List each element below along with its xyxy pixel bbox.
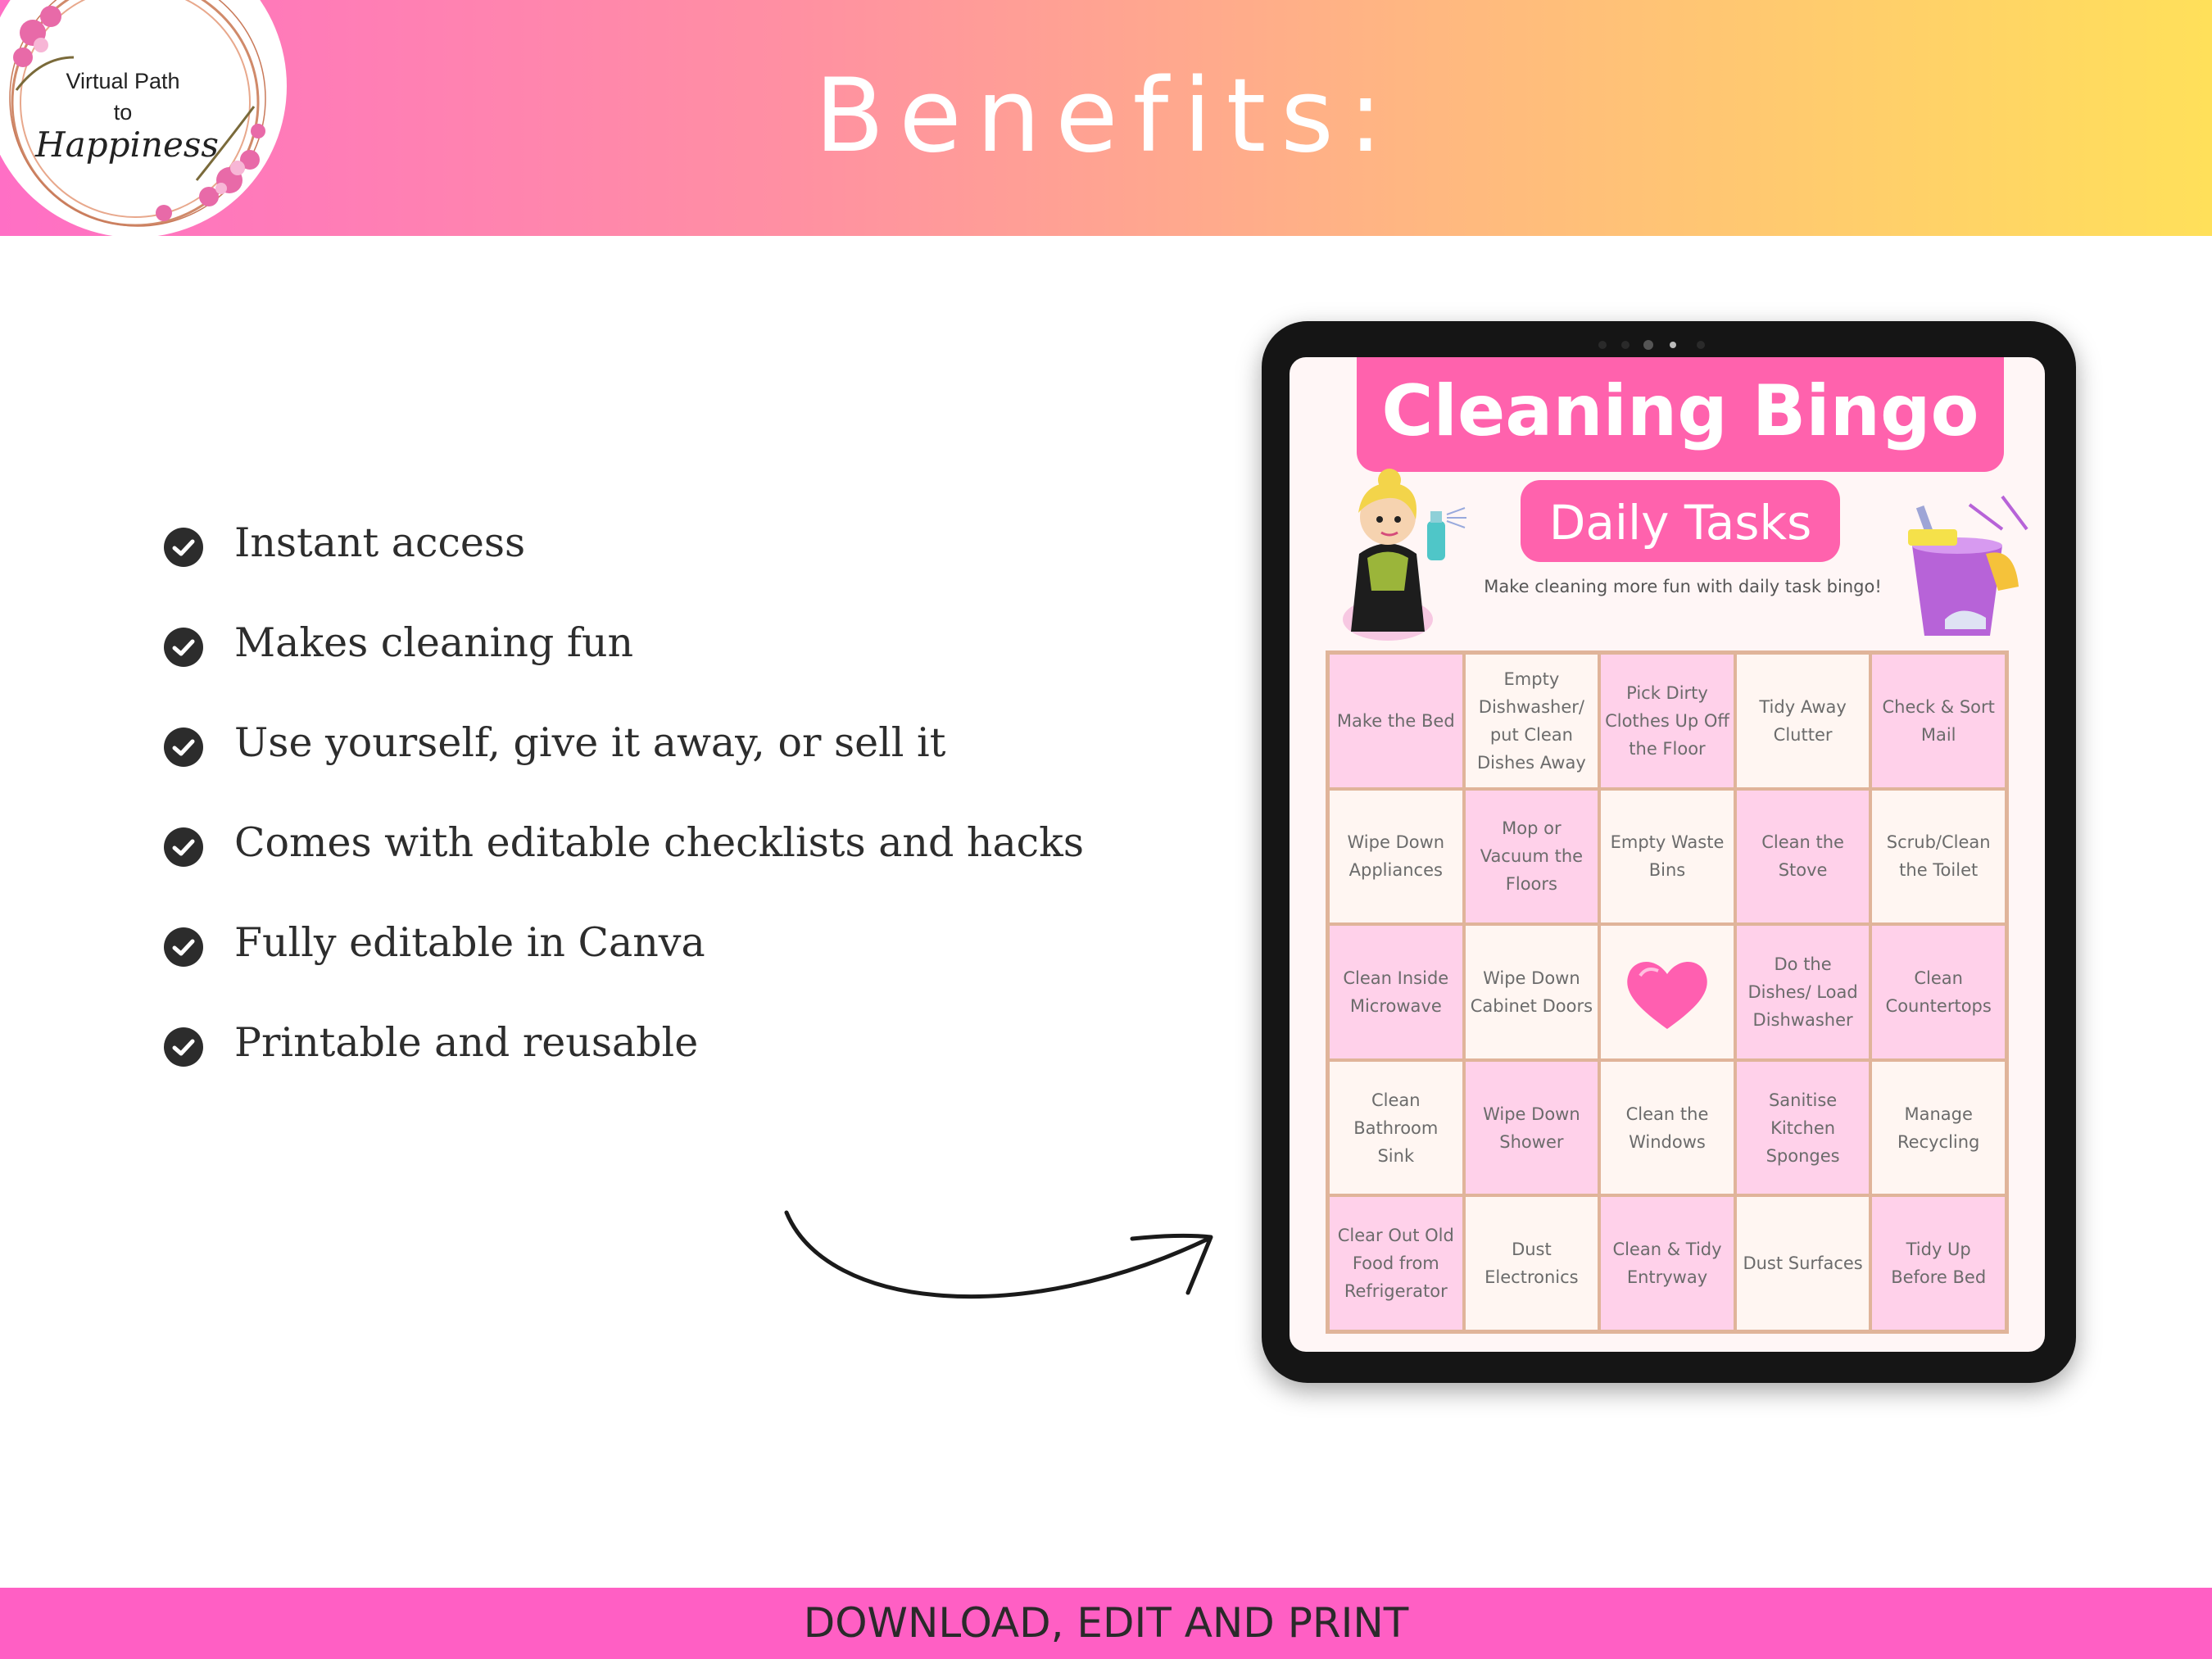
benefit-item — [164, 616, 1147, 673]
check-circle-icon — [164, 528, 203, 567]
bingo-title-banner — [1357, 357, 2004, 472]
benefit-item — [164, 816, 1147, 873]
bingo-cell[interactable]: Clean the Stove — [1735, 789, 1871, 925]
bingo-cell[interactable]: Do the Dishes/ Load Dishwasher — [1735, 924, 1871, 1060]
bingo-cell[interactable]: Wipe Down Shower — [1464, 1060, 1600, 1196]
check-circle-icon — [164, 728, 203, 767]
check-circle-icon — [164, 628, 203, 667]
bingo-tagline: Make cleaning more fun with daily task bingo! — [1484, 577, 1882, 596]
brand-logo — [0, 0, 287, 238]
logo-text-line3: Happiness — [35, 125, 219, 165]
bingo-cell[interactable]: Empty Dishwasher/ put Clean Dishes Away — [1464, 653, 1600, 789]
bingo-cell[interactable]: Tidy Away Clutter — [1735, 653, 1871, 789]
check-circle-icon — [164, 827, 203, 867]
benefit-text: Comes with editable checklists and hacks — [234, 819, 1084, 866]
benefit-item — [164, 1016, 1147, 1073]
bingo-cell[interactable]: Empty Waste Bins — [1599, 789, 1735, 925]
bingo-cell[interactable]: Clean Bathroom Sink — [1328, 1060, 1464, 1196]
header-banner — [0, 0, 2212, 236]
benefit-text: Makes cleaning fun — [234, 619, 634, 666]
bingo-cell[interactable]: Wipe Down Appliances — [1328, 789, 1464, 925]
bingo-cell[interactable]: Clean the Windows — [1599, 1060, 1735, 1196]
tablet-screen — [1290, 357, 2045, 1352]
bingo-cell[interactable]: Wipe Down Cabinet Doors — [1464, 924, 1600, 1060]
bingo-cell[interactable]: Tidy Up Before Bed — [1870, 1195, 2006, 1331]
cleaning-lady-icon — [1322, 456, 1478, 644]
bingo-cell[interactable]: Pick Dirty Clothes Up Off the Floor — [1599, 653, 1735, 789]
bingo-cell[interactable]: Make the Bed — [1328, 653, 1464, 789]
check-circle-icon — [164, 927, 203, 967]
bingo-cell[interactable]: Manage Recycling — [1870, 1060, 2006, 1196]
footer-banner — [0, 1588, 2212, 1659]
check-circle-icon — [164, 1027, 203, 1067]
bingo-cell[interactable]: Check & Sort Mail — [1870, 653, 2006, 789]
benefit-text: Fully editable in Canva — [234, 919, 705, 966]
bingo-cell[interactable]: Clean Inside Microwave — [1328, 924, 1464, 1060]
benefit-item — [164, 516, 1147, 573]
bingo-grid — [1326, 650, 2009, 1334]
bingo-cell[interactable]: Dust Electronics — [1464, 1195, 1600, 1331]
bingo-cell[interactable]: Clean Countertops — [1870, 924, 2006, 1060]
benefit-text: Instant access — [234, 519, 526, 566]
bingo-title: Cleaning Bingo — [1381, 370, 1979, 452]
logo-text-line1: Virtual Path — [66, 69, 180, 93]
benefit-item — [164, 716, 1147, 773]
logo-text-line2: to — [113, 100, 133, 125]
bingo-cell[interactable]: Mop or Vacuum the Floors — [1464, 789, 1600, 925]
curved-arrow-icon — [778, 1196, 1221, 1327]
tablet-mockup — [1262, 321, 2076, 1383]
bingo-subtitle: Daily Tasks — [1548, 495, 1812, 551]
bingo-cell[interactable]: Clear Out Old Food from Refrigerator — [1328, 1195, 1464, 1331]
cleaning-bucket-icon — [1896, 480, 2043, 652]
camera-icon — [1586, 333, 1750, 357]
bingo-cell[interactable]: Dust Surfaces — [1735, 1195, 1871, 1331]
page-title: Benefits: — [814, 57, 1398, 175]
bingo-cell[interactable]: Scrub/Clean the Toilet — [1870, 789, 2006, 925]
heart-icon — [1622, 951, 1712, 1033]
bingo-free-space[interactable] — [1599, 924, 1735, 1060]
benefit-text: Use yourself, give it away, or sell it — [234, 719, 946, 766]
footer-cta: DOWNLOAD, EDIT AND PRINT — [803, 1599, 1409, 1647]
benefit-item — [164, 916, 1147, 973]
bingo-cell[interactable]: Clean & Tidy Entryway — [1599, 1195, 1735, 1331]
bingo-subtitle-banner — [1521, 480, 1840, 562]
benefit-text: Printable and reusable — [234, 1019, 699, 1066]
bingo-cell[interactable]: Sanitise Kitchen Sponges — [1735, 1060, 1871, 1196]
